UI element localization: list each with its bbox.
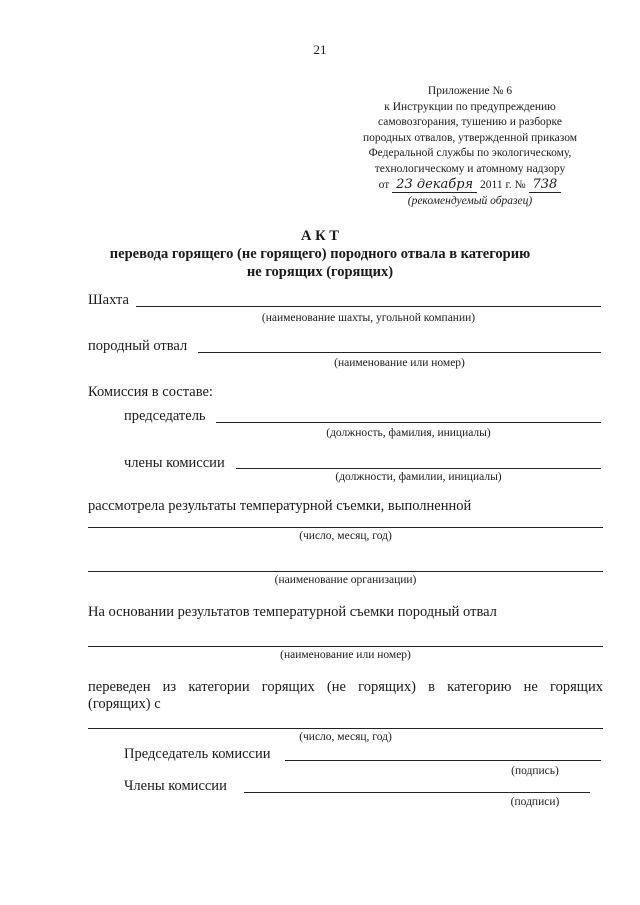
appendix-note: (рекомендуемый образец) — [407, 194, 533, 207]
date-year: 2011 г. № — [480, 179, 526, 191]
basis-text: На основании результатов температурной съемки породный отвал — [88, 604, 497, 620]
chairman-caption: (должность, фамилия, инициалы) — [326, 427, 491, 439]
basis-caption: (наименование или номер) — [280, 649, 411, 661]
survey-date-caption: (число, месяц, год) — [299, 530, 392, 542]
transfer-date-line[interactable] — [88, 728, 603, 729]
transfer-date-caption: (число, месяц, год) — [299, 731, 392, 743]
chairman-label: председатель — [124, 408, 206, 424]
chairman-sign-caption: (подпись) — [511, 765, 559, 777]
members-sign-label: Члены комиссии — [124, 778, 227, 794]
dump-field-line[interactable] — [198, 352, 601, 353]
handwritten-date: 23 декабря — [392, 177, 477, 193]
chairman-sign-label: Председатель комиссии — [124, 746, 271, 762]
act-subtitle: перевода горящего (не горящего) породного отвала в категорию — [109, 246, 531, 262]
appendix-line: породных отвалов, утвержденной приказом — [362, 131, 578, 144]
dump-caption: (наименование или номер) — [334, 357, 465, 369]
mine-label: Шахта — [88, 292, 129, 308]
commission-label: Комиссия в составе: — [88, 384, 213, 400]
organization-line[interactable] — [88, 571, 603, 572]
members-field-line[interactable] — [236, 468, 601, 469]
members-label: члены комиссии — [124, 455, 225, 471]
act-title: А К Т — [301, 228, 339, 244]
appendix-date-line — [340, 177, 600, 194]
transfer-text: переведен из категории горящих (не горящих) в категорию не горящих — [88, 679, 603, 695]
members-caption: (должности, фамилии, инициалы) — [335, 471, 502, 483]
appendix-header — [340, 84, 600, 209]
members-signature-line[interactable] — [244, 792, 590, 793]
handwritten-number: 738 — [529, 177, 562, 193]
survey-date-line[interactable] — [88, 527, 603, 528]
appendix-line: самовозгорания, тушению и разборке — [378, 116, 562, 128]
mine-caption: (наименование шахты, угольной компании) — [261, 312, 476, 324]
dump-label: породный отвал — [88, 338, 188, 354]
appendix-line: Приложение № 6 — [427, 85, 513, 97]
basis-dump-line[interactable] — [88, 646, 603, 647]
survey-text: рассмотрела результаты температурной съемки, выполненной — [88, 498, 472, 514]
page-number: 21 — [313, 42, 327, 57]
members-sign-caption: (подписи) — [510, 796, 560, 808]
mine-field-line[interactable] — [136, 306, 601, 307]
chairman-field-line[interactable] — [216, 422, 601, 423]
chairman-signature-line[interactable] — [285, 760, 601, 761]
organization-caption: (наименование организации) — [274, 574, 417, 586]
date-prefix: от — [378, 179, 390, 191]
appendix-line: технологическому и атомному надзору — [374, 162, 566, 175]
appendix-line: к Инструкции по предупреждению — [384, 100, 556, 113]
act-subtitle-2: не горящих (горящих) — [246, 264, 394, 280]
transfer-text-2: (горящих) с — [88, 696, 161, 712]
appendix-line: Федеральной службы по экологическому, — [368, 147, 572, 159]
